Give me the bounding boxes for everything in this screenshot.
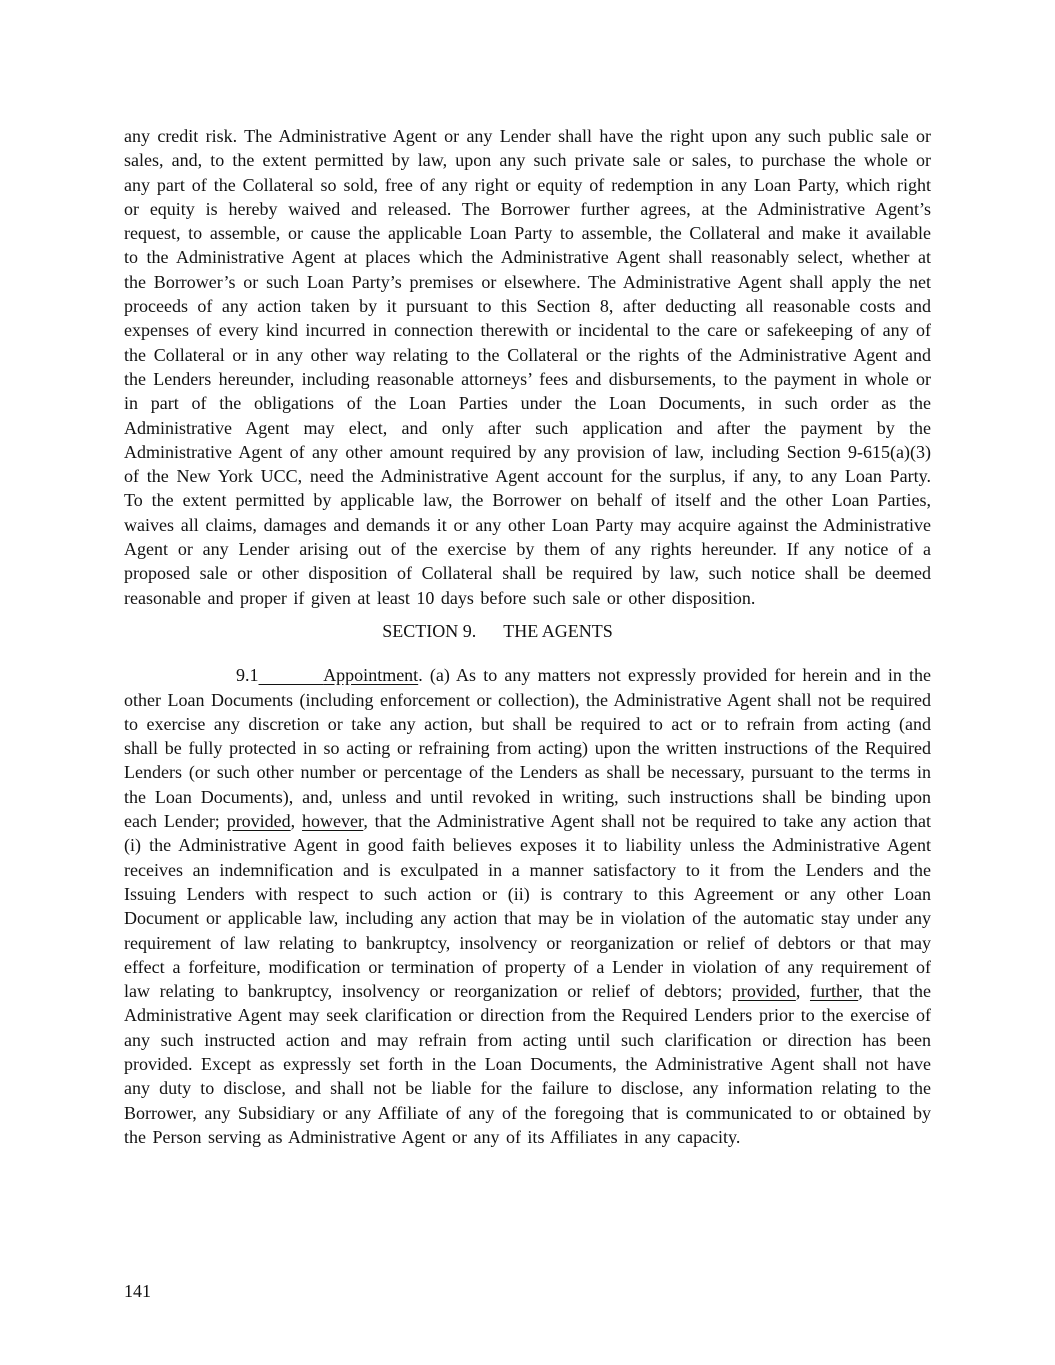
term-however: however	[302, 811, 364, 832]
section-heading	[124, 619, 931, 643]
clause-title: Appointment	[323, 665, 419, 686]
paragraph-appointment	[124, 663, 931, 1149]
paragraph-continuation: any credit risk. The Administrative Agent or any Lender shall have the right upon any such public sale or sales, and, to the extent permitted by law, upon any such private sale or sales, to purchase the whole or any part of the Collateral so sold, free of any right or equity of redemption in any Loan Party, which right or equity is hereby waived and released. The Borrower further agrees, at the Administrative Agent’s request, to assemble, or cause the applicable Loan Party to assemble, the Collateral and make it available to the Administrative Agent at places which the Administrative Agent shall reasonably select, whether at the Borrower’s or such Loan Party’s premises or elsewhere. The Administrative Agent shall apply the net proceeds of any action taken by it pursuant to this Section 8, after deducting all reasonable costs and expenses of every kind incurred in connection therewith or incidental to the care or safekeeping of any of the Collateral or in any other way relating to the Collateral or the rights of the Administrative Agent and the Lenders hereunder, including reasonable attorneys’ fees and disbursements, to the payment in whole or in part of the obligations of the Loan Parties under the Loan Documents, in such order as the Administrative Agent may elect, and only after such application and after the payment by the Administrative Agent of any other amount required by any provision of law, including Section 9-615(a)(3) of the New York UCC, need the Administrative Agent account for the surplus, if any, to any Loan Party. To the extent permitted by applicable law, the Borrower on behalf of itself and the other Loan Parties, waives all claims, damages and demands it or any other Loan Party may acquire against the Administrative Agent or any Lender arising out of the exercise by them of any rights hereunder. If any notice of a proposed sale or other disposition of Collateral shall be required by law, such notice shall be deemed reasonable and proper if given at least 10 days before such sale or other disposition.	[124, 126, 931, 608]
clause-body-3: , that the Administrative Agent may seek clarification or direction from the Required Lenders prior to the exercise of any such instructed action and may refrain from acting until such clarification or direction has been provided. Except as expressly set forth in the Loan Documents, the Administrative Agent shall not have any duty to disclose, and shall not be liable for the failure to disclose, any information relating to the Borrower, any Subsidiary or any Affiliate of any of the foregoing that is communicated to or obtained by the Person serving as Administrative Agent or any of its Affiliates in any capacity.	[124, 981, 931, 1147]
text-block	[124, 124, 931, 1149]
clause-body-1: . (a) As to any matters not expressly provided for herein and in the other Loan Documents (including enforcement or collection), the Administrative Agent shall not be required to exercise any discretion or take any action, but shall be required to act or to refrain from acting (and shall be fully protected in so acting or refraining from acting) upon the written instructions of the Required Lenders (or such other number or percentage of the Lenders as shall be necessary, pursuant to the terms in the Loan Documents), and, unless and until revoked in writing, such instructions shall be binding upon each Lender;	[124, 665, 931, 832]
section-number: SECTION 9.	[382, 620, 477, 641]
clause-number: 9.1	[236, 665, 259, 686]
page-number: 141	[124, 1281, 151, 1301]
term-further: further	[809, 981, 859, 1002]
section-title: THE AGENTS	[503, 620, 613, 641]
clause-separator-1: ,	[290, 811, 303, 832]
term-provided-1: provided	[226, 811, 291, 832]
term-provided-2: provided	[731, 981, 796, 1002]
underlined-tab	[259, 665, 324, 685]
clause-separator-2: ,	[795, 981, 810, 1002]
clause-body-2: , that the Administrative Agent shall not be required to take any action that (i) the Administrative Agent in good faith believes exposes it to liability unless the Administrative Agent receives an indemnification and is exculpated in a manner satisfactory to it from the Lenders and the Issuing Lenders with respect to such action or (ii) is contrary to this Agreement or any other Loan Document or applicable law, including any action that may be in violation of the automatic stay under any requirement of law relating to bankruptcy, insolvency or reorganization or relief of debtors or that may effect a forfeiture, modification or termination of property of a Lender in violation of any requirement of law relating to bankruptcy, insolvency or reorganization or relief of debtors;	[124, 811, 931, 1002]
